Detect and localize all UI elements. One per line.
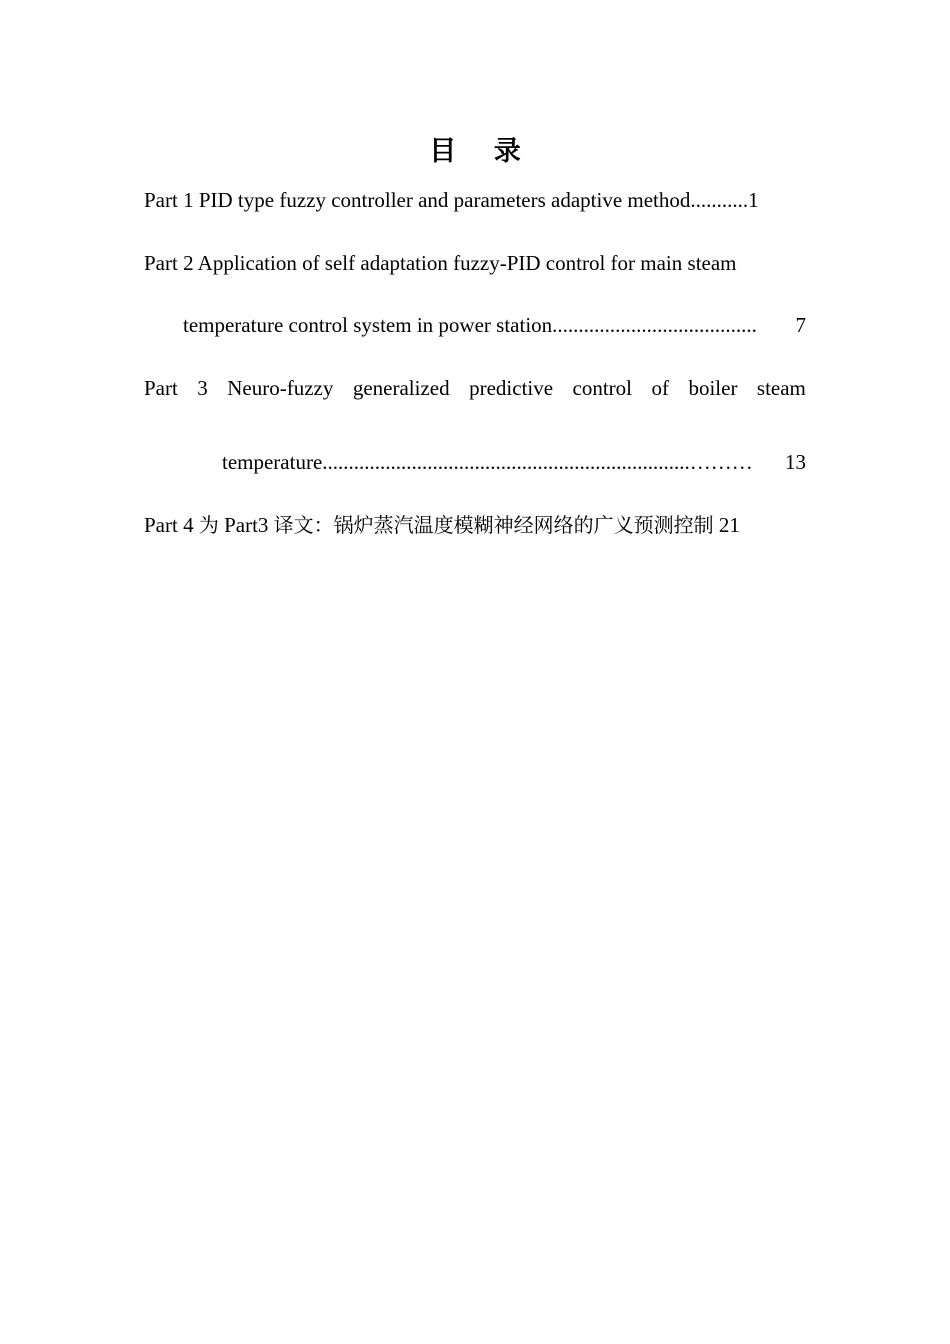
toc-entry-label: temperature control system in power station [183, 313, 553, 337]
toc-word: steam [756, 376, 806, 400]
toc-word: boiler [688, 376, 738, 400]
toc-word: Part [144, 376, 178, 400]
toc-entry-label: Part 1 PID type fuzzy controller and parameters adaptive method [144, 188, 691, 212]
toc-entry-label: temperature [222, 450, 323, 474]
toc-word: of [651, 376, 669, 400]
toc-entry-label: Part 2 Application of self adaptation fuzzy-PID control for main steam [144, 251, 737, 275]
toc-word: control [572, 376, 633, 400]
toc-entry-cjk: 为 [198, 513, 219, 537]
toc-entry-leader: ........... [690, 188, 749, 212]
toc-entry-part-1[interactable] [144, 186, 759, 214]
toc-entry-cjk-title: 译文：锅炉蒸汽温度模糊神经网络的广义预测控制 [273, 513, 714, 537]
toc-entry-part-3-line-1[interactable] [144, 374, 806, 402]
toc-title: 目 录 [429, 136, 535, 167]
toc-entry-page: 21 [713, 513, 740, 537]
toc-entry-part-3-line-2[interactable] [222, 448, 806, 476]
toc-word: generalized [352, 376, 450, 400]
toc-word: predictive [469, 376, 554, 400]
toc-entry-part-2-line-1[interactable] [144, 249, 737, 277]
toc-entry-page: 7 [795, 313, 806, 337]
toc-entry-part-4[interactable] [144, 511, 740, 539]
toc-entry-page: 1 [748, 188, 759, 212]
toc-entry-leader: ....................................... [552, 313, 757, 337]
toc-word: Neuro-fuzzy [227, 376, 334, 400]
toc-word: 3 [197, 376, 208, 400]
toc-entry-mid: Part3 [218, 513, 274, 537]
toc-entry-part-2-line-2[interactable] [183, 311, 806, 339]
toc-entry-prefix: Part 4 [144, 513, 199, 537]
toc-entry-page: 13 [785, 450, 806, 474]
toc-entry-leader: ......................................................................……… [322, 450, 753, 474]
